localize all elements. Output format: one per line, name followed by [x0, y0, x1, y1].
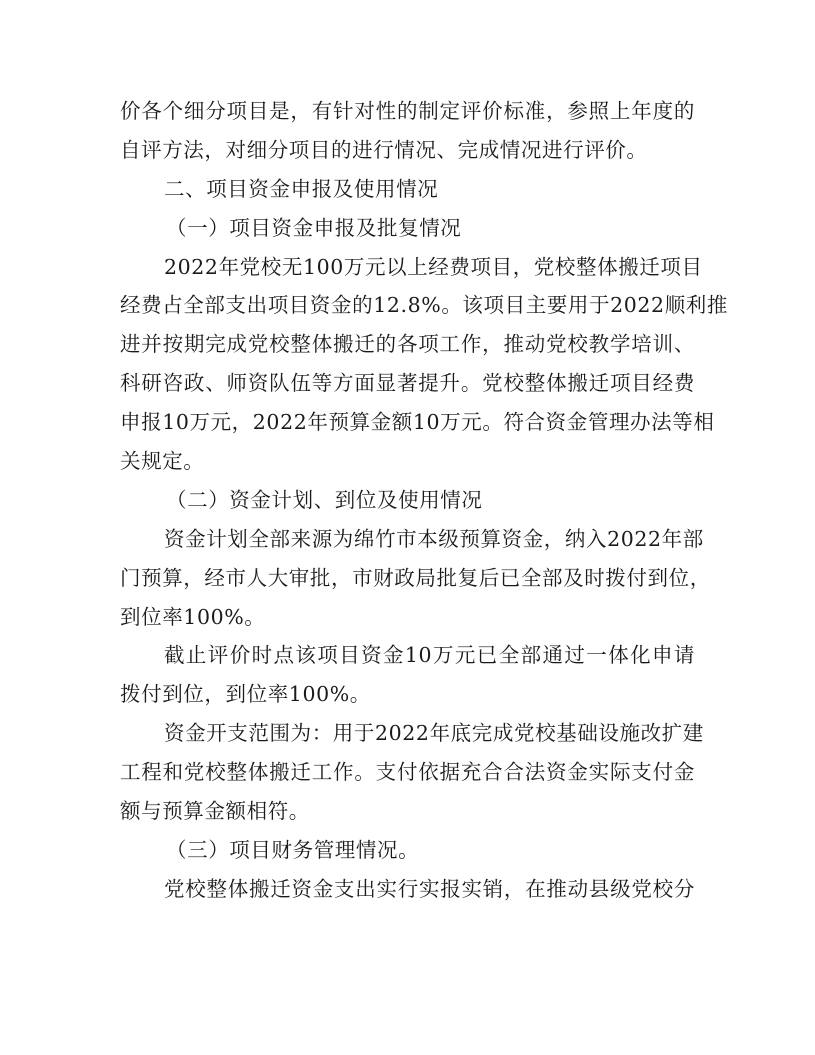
paragraph-line: 截止评价时点该项目资金10万元已全部通过一体化申请 — [164, 643, 695, 668]
subsection-heading: （二）资金计划、到位及使用情况 — [166, 487, 483, 512]
paragraph-line: 拨付到位，到位率100%。 — [120, 682, 371, 707]
paragraph-line: 额与预算金额相符。 — [120, 799, 310, 824]
paragraph-line: 价各个细分项目是，有针对性的制定评价标准，参照上年度的 — [120, 99, 695, 123]
subsection-heading: （三）项目财务管理情况。 — [166, 837, 420, 862]
subsection-heading: （一）项目资金申报及批复情况 — [166, 215, 462, 240]
paragraph-line: 到位率100%。 — [120, 604, 266, 629]
paragraph-line: 2022年党校无100万元以上经费项目，党校整体搬迁项目 — [164, 254, 703, 279]
paragraph-line: 申报10万元，2022年预算金额10万元。符合资金管理办法等相 — [120, 410, 715, 435]
section-heading: 二、项目资金申报及使用情况 — [164, 176, 439, 201]
paragraph-line: 工程和党校整体搬迁工作。支付依据充合合法资金实际支付金 — [120, 760, 695, 785]
paragraph-line: 关规定。 — [120, 449, 205, 474]
paragraph-line: 自评方法，对细分项目的进行情况、完成情况进行评价。 — [120, 137, 648, 162]
paragraph-line: 党校整体搬迁资金支出实行实报实销，在推动县级党校分 — [164, 876, 695, 901]
paragraph-line: 经费占全部支出项目资金的12.8%。该项目主要用于2022顺利推 — [120, 293, 728, 318]
paragraph-line: 门预算，经市人大审批，市财政局批复后已全部及时拨付到位， — [120, 565, 711, 590]
paragraph-line: 资金计划全部来源为绵竹市本级预算资金，纳入2022年部 — [164, 526, 704, 551]
body-text — [120, 92, 728, 909]
paragraph-line: 科研咨政、师资队伍等方面显著提升。党校整体搬迁项目经费 — [120, 371, 695, 396]
paragraph-line: 资金开支范围为：用于2022年底完成党校基础设施改扩建 — [164, 721, 704, 746]
paragraph-line: 进并按期完成党校整体搬迁的各项工作，推动党校教学培训、 — [120, 332, 695, 357]
